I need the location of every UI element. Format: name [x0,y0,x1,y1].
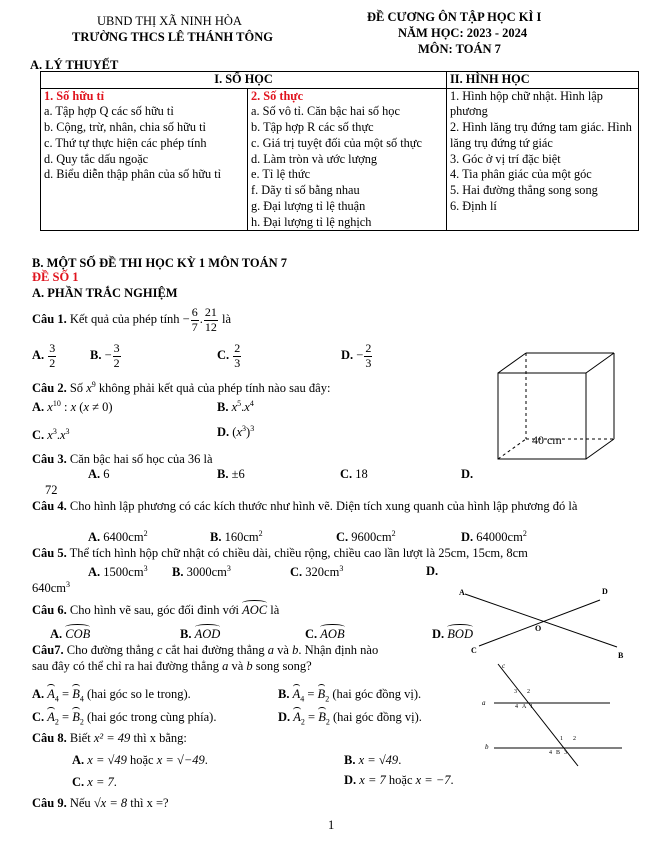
svg-text:4: 4 [549,750,552,756]
question-label: Câu 1. [32,312,67,327]
q3-option-a[interactable]: A. 6 [88,467,110,481]
list-item: c. Giá trị tuyệt đối của một số thực [251,135,422,150]
svg-text:2: 2 [573,736,576,742]
list-item: 5. Hai đường thẳng song song [450,183,598,198]
q7-option-a[interactable]: A. $A_4 = B_4$ (hai góc so le trong). [32,684,191,705]
q7-option-b[interactable]: B. $A_4 = B_2$ (hai góc đồng vị). [278,684,421,705]
real-heading: 2. Số thực [251,88,304,103]
section-theory-title: A. LÝ THUYẾT [30,58,119,72]
q8-option-d[interactable]: D. x = 7 hoặc x = −7. [344,773,454,787]
q4-option-b[interactable]: B. $160cm^2$ [210,529,263,545]
list-item: b. Tập hợp R các số thực [251,120,374,135]
q8-option-a[interactable]: A. x = √49 hoặc x = √−49. [72,753,208,767]
question-5: Câu 5. Thể tích hình hộp chữ nhật có chiều dài, chiều rộng, chiều cao lần lượt là 25cm, 15cm, 8cm [32,546,528,560]
svg-text:2: 2 [527,689,530,695]
q4-option-a[interactable]: A. $6400cm^2$ [88,529,148,545]
school-year: NĂM HỌC: 2023 - 2024 [398,26,528,40]
list-item: e. Tỉ lệ thức [251,167,311,182]
geometry-header: II. HÌNH HỌC [447,72,639,89]
question-9: Câu 9. Nếu √x = 8 thì x =? [32,796,169,810]
svg-text:O: O [535,624,542,633]
question-7: Câu7. Cho đường thẳng c cắt hai đường thẳng a và b. Nhận định nào [32,643,379,657]
list-item: 3. Góc ở vị trí đặc biệt [450,151,561,166]
list-item: a. Tập hợp Q các số hữu tỉ [44,104,174,119]
question-3: Câu 3. Căn bậc hai số học của 36 là [32,452,213,466]
list-item: h. Đại lượng tỉ lệ nghịch [251,214,372,229]
svg-text:A: A [459,588,465,597]
q5-option-c[interactable]: C. $320cm^3$ [290,564,344,580]
q6-option-d[interactable]: D. BOD [432,624,473,643]
q3-option-d[interactable]: D. [461,467,474,481]
q8-option-c[interactable]: C. x = 7. [72,775,117,789]
q2-option-d[interactable]: D. $(x^3)^3$ [217,424,255,440]
q5-option-d-value: $640cm^3$ [32,580,71,596]
svg-text:3: 3 [514,689,517,695]
school-name: TRƯỜNG THCS LÊ THÁNH TÔNG [72,30,273,44]
q5-option-a[interactable]: A. $1500cm^3$ [88,564,148,580]
parallel-lines-figure [480,660,630,770]
angle-figure [455,580,635,660]
school-district: UBND THỊ XÃ NINH HÒA [97,14,242,28]
q6-option-a[interactable]: A. COB [50,624,90,643]
list-item: f. Dãy tỉ số bằng nhau [251,183,360,198]
q4-option-d[interactable]: D. $64000cm^2$ [461,529,527,545]
svg-text:1: 1 [530,704,533,710]
subject: MÔN: TOÁN 7 [418,42,501,56]
question-6: Câu 6. Cho hình vẽ sau, góc đối đỉnh với AOC là [32,600,279,619]
list-item: 4. Tia phân giác của một góc [450,167,592,182]
svg-text:D: D [602,587,608,596]
list-item: 1. Hình hộp chữ nhật. Hình lập phương [450,88,603,119]
list-item: g. Đại lượng tỉ lệ thuận [251,198,366,213]
rational-heading: 1. Số hữu tỉ [44,88,105,103]
part-multiple-choice: A. PHẦN TRẮC NGHIỆM [32,286,178,300]
svg-text:3: 3 [564,750,567,756]
svg-text:b: b [485,743,489,751]
page-number: 1 [328,818,335,832]
algebra-header: I. SỐ HỌC [41,72,447,89]
cube-figure [478,350,638,462]
exam-title: ĐỀ SỐ 1 [32,270,79,284]
q1-option-d[interactable]: D. − $\frac{2}{3}$ [341,341,372,370]
q6-option-c[interactable]: C. AOB [305,624,345,643]
list-item: d. Quy tắc dấu ngoặc [44,151,149,166]
question-1: Câu 1. Kết quả của phép tính − $\frac{6}{7}$ . $\frac{21}{12}$ là [32,305,232,334]
question-7-line2: sau đây có thể chỉ ra hai đường thẳng a và b song song? [32,659,312,673]
q1-option-b[interactable]: B. − $\frac{3}{2}$ [90,341,120,370]
list-item: c. Thứ tự thực hiện các phép tính [44,135,207,150]
q4-option-c[interactable]: C. $9600cm^2$ [336,529,396,545]
q3-option-b[interactable]: B. ±6 [217,467,245,481]
q3-option-d-value: 72 [45,483,58,497]
svg-text:c: c [502,662,506,670]
svg-text:C: C [471,646,477,655]
q7-option-d[interactable]: D. $A_2 = B_2$ (hai góc đồng vị). [278,707,422,728]
q1-option-c[interactable]: C. $\frac{2}{3}$ [217,341,241,370]
q2-option-a[interactable]: A. $x^{10}$ : x (x ≠ 0) [32,399,113,415]
q2-option-b[interactable]: B. $x^5.x^4$ [217,399,254,415]
svg-text:a: a [482,699,486,707]
question-4: Câu 4. Cho hình lập phương có các kích thước như hình vẽ. Diện tích xung quanh của hình lập phương đó là [32,499,578,513]
svg-text:A: A [522,704,527,710]
q1-option-a[interactable]: A. $\frac{3}{2}$ [32,341,56,370]
section-exams-title: B. MỘT SỐ ĐỀ THI HỌC KỲ 1 MÔN TOÁN 7 [32,256,288,270]
list-item: a. Số vô tỉ. Căn bậc hai số học [251,104,400,119]
q6-option-b[interactable]: B. AOD [180,624,220,643]
question-8: Câu 8. Biết x² = 49 thì x bằng: [32,731,187,745]
q2-option-c[interactable]: C. $x^3.x^3$ [32,427,70,443]
svg-text:B: B [556,750,561,756]
geometry-column [447,88,639,231]
q7-option-c[interactable]: C. $A_2 = B_2$ (hai góc trong cùng phía). [32,707,216,728]
real-column [248,88,447,231]
theory-table [40,71,639,231]
cube-edge-label: 40 cm [532,433,562,447]
list-item: b. Cộng, trừ, nhân, chia số hữu tỉ [44,120,206,135]
q5-option-d[interactable]: D. [426,564,439,578]
q8-option-b[interactable]: B. x = √49. [344,753,402,767]
list-item: d. Biểu diễn thập phân của số hữu tỉ [44,167,222,182]
q5-option-b[interactable]: B. $3000cm^3$ [172,564,231,580]
q3-option-c[interactable]: C. 18 [340,467,368,481]
svg-text:B: B [618,651,624,660]
rational-column [41,88,248,231]
svg-text:4: 4 [515,704,518,710]
list-item: 2. Hình lăng trụ đứng tam giác. Hình lăng trụ đứng tứ giác [450,120,632,150]
question-text: Kết quả của phép tính [69,312,180,327]
list-item: 6. Định lí [450,198,497,213]
svg-text:1: 1 [560,736,563,742]
question-2: Câu 2. Số $x^9$ không phải kết quả của phép tính nào sau đây: [32,380,331,396]
list-item: d. Làm tròn và ước lượng [251,151,378,166]
doc-title: ĐỀ CƯƠNG ÔN TẬP HỌC KÌ I [367,10,542,24]
